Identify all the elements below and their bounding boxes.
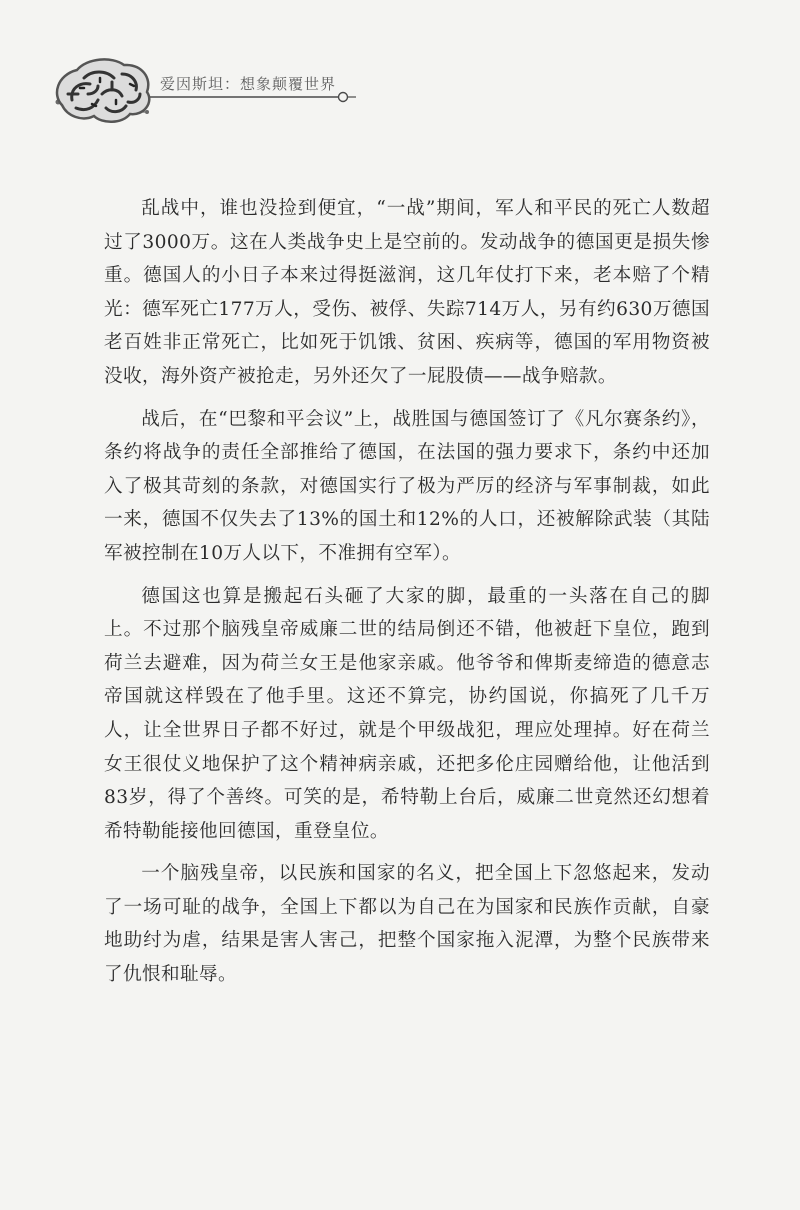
running-header (0, 0, 800, 120)
body-text (104, 192, 710, 1001)
paragraph: 战后，在“巴黎和平会议”上，战胜国与德国签订了《凡尔赛条约》，条约将战争的责任全部推给了德国，在法国的强力要求下，条约中还加入了极其苛刻的条款，对德国实行了极为严厉的经济与军事制裁，如此一来，德国不仅失去了13%的国土和12%的人口，还被解除武装（其陆军被控制在10万人以下，不准拥有空军）。 (104, 408, 710, 564)
running-header-title: 爱因斯坦：想象颠覆世界 (160, 75, 337, 93)
paragraph: 乱战中，谁也没捡到便宜，“一战”期间，军人和平民的死亡人数超过了3000万。这在人类战争史上是空前的。发动战争的德国更是损失惨重。德国人的小日子本来过得挺滋润，这几年仗打下来，老本赔了个精光：德军死亡177万人，受伤、被俘、失踪714万人，另有约630万德国老百姓非正常死亡，比如死于饥饿、贫困、疾病等，德国的军用物资被没收，海外资产被抢走，另外还欠了一屁股债——战争赔款。 (104, 198, 710, 387)
paragraph: 德国这也算是搬起石头砸了大家的脚，最重的一头落在自己的脚上。不过那个脑残皇帝威廉二世的结局倒还不错，他被赶下皇位，跑到荷兰去避难，因为荷兰女王是他家亲戚。他爷爷和俾斯麦缔造的德意志帝国就这样毁在了他手里。这还不算完，协约国说，你搞死了几千万人，让全世界日子都不好过，就是个甲级战犯，理应处理掉。好在荷兰女王很仗义地保护了这个精神病亲戚，还把多伦庄园赠给他，让他活到83岁，得了个善终。可笑的是，希特勒上台后，威廉二世竟然还幻想着希特勒能接他回德国，重登皇位。 (104, 585, 710, 842)
brain-icon (42, 50, 162, 140)
paragraph: 一个脑残皇帝，以民族和国家的名义，把全国上下忽悠起来，发动了一场可耻的战争，全国上下都以为自己在为国家和民族作贡献，自豪地助纣为虐，结果是害人害己，把整个国家拖入泥潭，为整个民族带来了仇恨和耻辱。 (104, 863, 710, 986)
